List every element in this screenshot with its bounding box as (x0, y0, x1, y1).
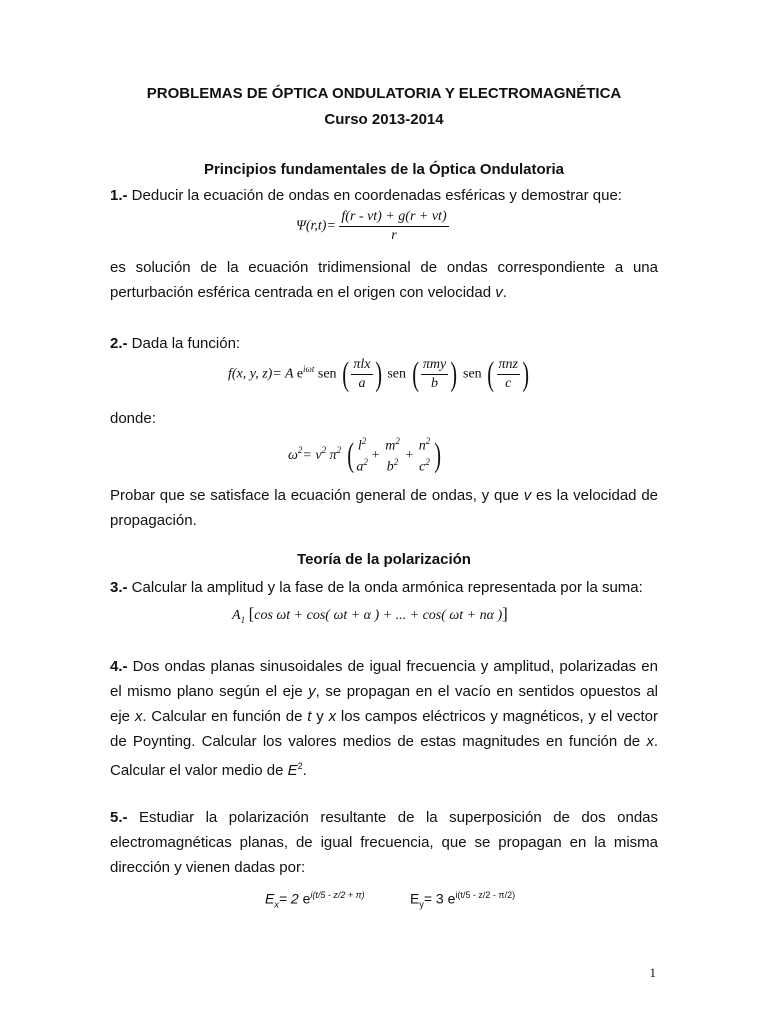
paren-open: ( (487, 355, 495, 393)
ey-amplitude: = 3 (423, 890, 444, 907)
pi: π (329, 447, 337, 463)
eq-denominator: r (391, 228, 397, 243)
text-7: . (302, 762, 307, 779)
paren-open: ( (342, 355, 350, 393)
problem-5-equation-ex (265, 890, 365, 909)
omega: ω (288, 447, 298, 463)
ex-exp-base: e (302, 890, 311, 907)
eq-numerator: f(r - vt) + g(r + vt) (339, 209, 448, 227)
problem-number: 4.- (110, 658, 128, 675)
frac-den (356, 456, 368, 476)
fraction-2 (421, 357, 448, 392)
text-1: Dos ondas planas sinusoidales de igual frecuencia y amplitud, polarizadas en el mismo plano según el eje (110, 658, 658, 700)
continuation-text: es solución de la ecuación tridimensional de ondas correspondiente a una perturbación esférica centrada en el origen con velocidad (110, 259, 658, 301)
sq: 2 (363, 456, 368, 467)
problem-3-statement (110, 575, 658, 600)
problem-5-statement (110, 805, 658, 880)
text-5: los campos eléctricos y magnéticos, y el vector de Poynting. Calcular los valores medios de estas magnitudes en función de (110, 708, 658, 750)
paren-close: ) (434, 436, 442, 474)
problem-number: 5.- (110, 809, 128, 826)
frac-num-text: n (418, 438, 426, 454)
document-title: PROBLEMAS DE ÓPTICA ONDULATORIA Y ELECTROMAGNÉTICA (146, 85, 622, 102)
e-symbol: E (287, 762, 298, 779)
problem-2-equation (228, 357, 531, 392)
frac-num: πnz (497, 357, 520, 375)
fraction-3 (497, 357, 520, 392)
sq: 2 (297, 445, 303, 456)
continuation-end: es la velocidad de propagación. (110, 487, 658, 529)
ex-symbol: E (265, 890, 275, 907)
problem-text: Deducir la ecuación de ondas en coordenadas esféricas y demostrar que: (127, 187, 622, 204)
frac-den: a (358, 376, 366, 391)
paren-close: ) (450, 355, 458, 393)
amplitude-symbol: A (232, 608, 241, 623)
problem-text: Estudiar la polarización resultante de la superposición de dos ondas electromagnéticas planas, de igual frecuencia, que se propagan en la misma dirección y vienen dadas por: (110, 809, 658, 876)
velocity-symbol: v (495, 284, 503, 301)
frac-den-text: a (356, 459, 364, 475)
sq: 2 (395, 436, 400, 446)
problem-2-dispersion-equation (288, 436, 444, 475)
ex-exponent: i(t/5 - z/2 + π) (310, 890, 365, 900)
frac-den (383, 456, 402, 476)
g-fraction-3 (417, 436, 433, 475)
sen-1: sen (317, 366, 337, 382)
sen-3: sen (463, 366, 482, 382)
problem-text: Dada la función: (127, 335, 241, 352)
exp-base: e (296, 366, 304, 382)
continuation-end: . (502, 284, 507, 301)
section-title-polarization: Teoría de la polarización (297, 551, 471, 568)
x-symbol: x (328, 708, 337, 725)
ey-exponent: i(t/5 - z/2 - π/2) (455, 890, 516, 900)
frac-num (383, 436, 402, 456)
course-label: Curso 2013-2014 (324, 111, 444, 128)
paren-open: ( (346, 436, 354, 474)
problem-5-equation-ey (410, 890, 515, 909)
plus: + (405, 447, 414, 463)
paren-close: ) (374, 355, 382, 393)
x-symbol: x (646, 733, 654, 750)
plus: + (371, 447, 380, 463)
frac-den: c (505, 376, 512, 391)
problem-number: 3.- (110, 579, 128, 596)
text-4: y (311, 708, 329, 725)
ex-amplitude: = 2 (278, 890, 299, 907)
sq: 2 (425, 456, 430, 467)
amplitude-sub: 1 (240, 614, 246, 625)
ex-sub: x (274, 899, 279, 910)
sq: 2 (361, 436, 367, 446)
eq-lhs: f(x, y, z)= A (228, 366, 294, 382)
frac-den-text: c (419, 459, 426, 475)
velocity-symbol: v (523, 487, 532, 504)
text-3: . Calcular en función de (142, 708, 308, 725)
problem-1-statement (110, 183, 658, 208)
eq-rhs: = v (302, 447, 322, 463)
frac-num-text: l (357, 438, 362, 454)
eq-fraction (339, 209, 448, 244)
text-6: . Calcular el valor medio de (110, 733, 658, 779)
e-sup: 2 (297, 761, 303, 771)
problem-1-equation (296, 209, 449, 244)
ey-symbol: E (410, 890, 420, 907)
sum-expression: cos ωt + cos( ωt + α ) + ... + cos( ωt + nα ) (254, 608, 503, 623)
fraction-1 (351, 357, 372, 392)
frac-num-text: m (385, 438, 396, 454)
problem-number: 1.- (110, 187, 128, 204)
exp-sup: iωt (303, 364, 315, 375)
y-symbol: y (308, 683, 316, 700)
g-fraction-2 (383, 436, 402, 475)
x-symbol: x (134, 708, 143, 725)
frac-den: b (431, 376, 439, 391)
eq-lhs: Ψ(r,t)= (296, 218, 336, 234)
problem-number: 2.- (110, 335, 128, 352)
paren-open: ( (411, 355, 419, 393)
frac-num (417, 436, 433, 456)
sq: 2 (321, 445, 327, 456)
ey-exp-base: e (447, 890, 456, 907)
sen-2: sen (387, 366, 407, 382)
problem-1-continuation (110, 255, 658, 305)
sq: 2 (393, 456, 399, 467)
problem-text: Calcular la amplitud y la fase de la onda armónica representada por la suma: (127, 579, 643, 596)
g-fraction-1 (356, 436, 368, 475)
frac-den (417, 456, 433, 476)
problem-4-statement (110, 654, 658, 783)
frac-num: πmy (421, 357, 448, 375)
sq: 2 (425, 436, 431, 446)
frac-num (356, 436, 368, 456)
frac-num: πlx (351, 357, 372, 375)
section-title-fundamentals: Principios fundamentales de la Óptica Ondulatoria (203, 161, 565, 178)
bracket-open: [ (248, 604, 255, 623)
frac-den-text: b (386, 459, 394, 475)
bracket-close: ] (502, 604, 508, 623)
problem-2-statement (110, 331, 658, 356)
sq: 2 (336, 445, 342, 456)
ey-sub: y (419, 899, 424, 910)
problem-2-continuation (110, 483, 658, 533)
continuation-text: Probar que se satisface la ecuación general de ondas, y que (110, 487, 524, 504)
text-2: , se propagan en el vacío en sentidos opuestos al eje (110, 683, 658, 725)
paren-close: ) (522, 355, 530, 393)
t-symbol: t (307, 708, 312, 725)
donde-label: donde: (110, 410, 156, 427)
page-number: 1 (649, 965, 656, 980)
problem-3-equation (232, 604, 508, 625)
